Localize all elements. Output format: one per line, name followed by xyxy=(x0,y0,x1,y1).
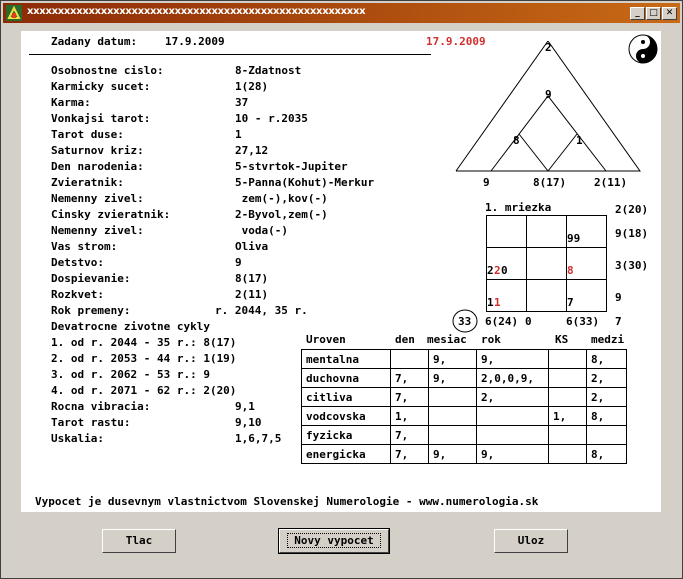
col-header: Uroven xyxy=(306,333,346,346)
maximize-button[interactable]: □ xyxy=(646,7,661,20)
grid-right-label: 7 xyxy=(615,315,622,328)
field-label: Karmicky sucet: xyxy=(51,80,151,93)
level-cell: 1, xyxy=(391,407,429,426)
col-header: den xyxy=(395,333,415,346)
report-sheet xyxy=(21,31,661,512)
table-row xyxy=(302,407,627,426)
field-label: Tarot rastu: xyxy=(51,416,131,429)
field-label: Uskalia: xyxy=(51,432,104,445)
level-cell: 7, xyxy=(391,388,429,407)
level-cell: 8, xyxy=(587,407,627,426)
field-label: Nemenny zivel: xyxy=(51,192,144,205)
level-name: vodcovska xyxy=(302,407,391,426)
grid-cell: 1 xyxy=(487,296,494,309)
level-name: duchovna xyxy=(302,369,391,388)
level-cell: 7, xyxy=(391,426,429,445)
col-header: medzi xyxy=(591,333,625,346)
table-row xyxy=(302,388,627,407)
col-header: rok xyxy=(481,333,501,346)
grid-cell-red: 2 xyxy=(494,264,501,277)
print-button[interactable] xyxy=(102,529,176,553)
table-row xyxy=(302,426,627,445)
field-value: 1 xyxy=(235,128,242,141)
grid-cell: 2 xyxy=(487,264,494,277)
level-name: mentalna xyxy=(302,350,391,369)
level-cell: 8, xyxy=(587,445,627,464)
level-cell: 2,0,0,9, xyxy=(477,369,549,388)
level-name: citliva xyxy=(302,388,391,407)
level-cell xyxy=(477,426,549,445)
field-value: 9 xyxy=(235,256,242,269)
table-row xyxy=(302,369,627,388)
field-value: 2(11) xyxy=(235,288,269,301)
field-value: zem(-),kov(-) xyxy=(235,192,328,205)
field-label: Zvieratnik: xyxy=(51,176,124,189)
field-value: 27,12 xyxy=(235,144,269,157)
print-button-label: Tlac xyxy=(125,534,153,547)
grid-right-label: 3(30) xyxy=(615,259,649,272)
field-label: Cinsky zvieratnik: xyxy=(51,208,171,221)
field-value: voda(-) xyxy=(235,224,288,237)
field-value: 9,10 xyxy=(235,416,262,429)
date-value-red: 17.9.2009 xyxy=(426,35,486,48)
level-cell: 8, xyxy=(587,350,627,369)
level-name: fyzicka xyxy=(302,426,391,445)
field-value: 1(28) xyxy=(235,80,269,93)
grid-cell-red: 1 xyxy=(494,296,501,309)
date-value: 17.9.2009 xyxy=(165,35,225,48)
close-button[interactable]: ✕ xyxy=(662,7,677,20)
grid-right-label: 9 xyxy=(615,291,622,304)
pyramid-bottom-left: 9 xyxy=(483,176,490,189)
level-cell: 9, xyxy=(477,350,549,369)
pyramid-left-inner: 8 xyxy=(513,134,520,147)
cycles-title: Devatrocne zivotne cykly xyxy=(51,320,210,333)
level-cell xyxy=(587,426,627,445)
save-button[interactable] xyxy=(494,529,568,553)
footer-copyright: Vypocet je dusevnym vlastnictvom Slovenskej Numerologie - www.numerologia.sk xyxy=(35,495,539,508)
level-cell xyxy=(391,350,429,369)
cycle-item: 1. od r. 2044 - 35 r.: 8(17) xyxy=(51,336,237,349)
field-label: Karma: xyxy=(51,96,91,109)
col-header: KS xyxy=(555,333,569,346)
grid-bottom-zero: 0 xyxy=(525,315,532,328)
app-icon xyxy=(6,5,22,21)
field-label: Saturnov kriz: xyxy=(51,144,144,157)
cycle-item: 4. od r. 2071 - 62 r.: 2(20) xyxy=(51,384,237,397)
level-cell xyxy=(549,369,587,388)
cycle-item: 2. od r. 2053 - 44 r.: 1(19) xyxy=(51,352,237,365)
level-cell xyxy=(549,445,587,464)
level-cell xyxy=(549,350,587,369)
field-value: 5-stvrtok-Jupiter xyxy=(235,160,348,173)
level-cell: 9, xyxy=(429,445,477,464)
rok-premeny-value: r. 2044, 35 r. xyxy=(215,304,308,317)
save-button-label: Uloz xyxy=(517,534,545,547)
level-cell xyxy=(429,388,477,407)
grid-bottom-left: 6(24) xyxy=(485,315,519,328)
grid-right-label: 9(18) xyxy=(615,227,649,240)
level-cell: 2, xyxy=(477,388,549,407)
cycle-item: 3. od r. 2062 - 53 r.: 9 xyxy=(51,368,210,381)
level-cell: 7, xyxy=(391,369,429,388)
level-cell: 9, xyxy=(477,445,549,464)
field-value: 1,6,7,5 xyxy=(235,432,282,445)
grid-cell: 99 xyxy=(567,232,581,245)
circle-value: 33 xyxy=(458,315,472,328)
date-label: Zadany datum: xyxy=(51,35,138,48)
field-value: 37 xyxy=(235,96,249,109)
level-cell xyxy=(549,388,587,407)
field-value: 2-Byvol,zem(-) xyxy=(235,208,328,221)
level-cell xyxy=(477,407,549,426)
pyramid-bottom-right: 2(11) xyxy=(594,176,628,189)
levels-table xyxy=(301,349,627,464)
level-cell: 1, xyxy=(549,407,587,426)
pyramid-bottom-mid: 8(17) xyxy=(533,176,567,189)
field-label: Detstvo: xyxy=(51,256,104,269)
rok-premeny-label: Rok premeny: xyxy=(51,304,131,317)
grid-cell: 7 xyxy=(567,296,574,309)
field-label: Tarot duse: xyxy=(51,128,124,141)
pyramid-right-inner: 1 xyxy=(576,134,583,147)
window-title: xxxxxxxxxxxxxxxxxxxxxxxxxxxxxxxxxxxxxxxxxxxxxxxxxxxxxxx xyxy=(27,6,366,17)
minimize-button[interactable]: _ xyxy=(630,7,645,20)
field-label: Rocna vibracia: xyxy=(51,400,151,413)
grid-right-label: 2(20) xyxy=(615,203,649,216)
field-label: Vonkajsi tarot: xyxy=(51,112,151,125)
level-cell: 7, xyxy=(391,445,429,464)
field-value: 8(17) xyxy=(235,272,269,285)
field-label: Dospievanie: xyxy=(51,272,131,285)
field-label: Vas strom: xyxy=(51,240,118,253)
table-row xyxy=(302,350,627,369)
grid-cell: 0 xyxy=(501,264,508,277)
new-calculation-button-label: Novy vypocet xyxy=(287,533,380,548)
new-calculation-button[interactable] xyxy=(279,529,389,553)
field-value: 8-Zdatnost xyxy=(235,64,302,77)
pyramid-diagram xyxy=(451,41,651,176)
field-label: Nemenny zivel: xyxy=(51,224,144,237)
header-divider xyxy=(29,54,431,55)
pyramid-middle: 9 xyxy=(545,88,552,101)
grid-cell-red: 8 xyxy=(567,264,574,277)
level-cell: 9, xyxy=(429,369,477,388)
level-name: energicka xyxy=(302,445,391,464)
field-value: 5-Panna(Kohut)-Merkur xyxy=(235,176,375,189)
field-label: Rozkvet: xyxy=(51,288,104,301)
col-header: mesiac xyxy=(427,333,467,346)
level-cell xyxy=(429,407,477,426)
field-value: Oliva xyxy=(235,240,269,253)
level-cell xyxy=(549,426,587,445)
level-cell: 9, xyxy=(429,350,477,369)
title-bar[interactable] xyxy=(3,3,680,23)
level-cell: 2, xyxy=(587,369,627,388)
table-row xyxy=(302,445,627,464)
level-cell xyxy=(429,426,477,445)
level-cell: 2, xyxy=(587,388,627,407)
pyramid-top: 2 xyxy=(545,41,552,54)
grid-bottom-mid: 6(33) xyxy=(566,315,600,328)
field-value: 10 - r.2035 xyxy=(235,112,308,125)
field-value: 9,1 xyxy=(235,400,255,413)
grid-title: 1. mriezka xyxy=(485,201,552,214)
field-label: Osobnostne cislo: xyxy=(51,64,164,77)
field-label: Den narodenia: xyxy=(51,160,144,173)
